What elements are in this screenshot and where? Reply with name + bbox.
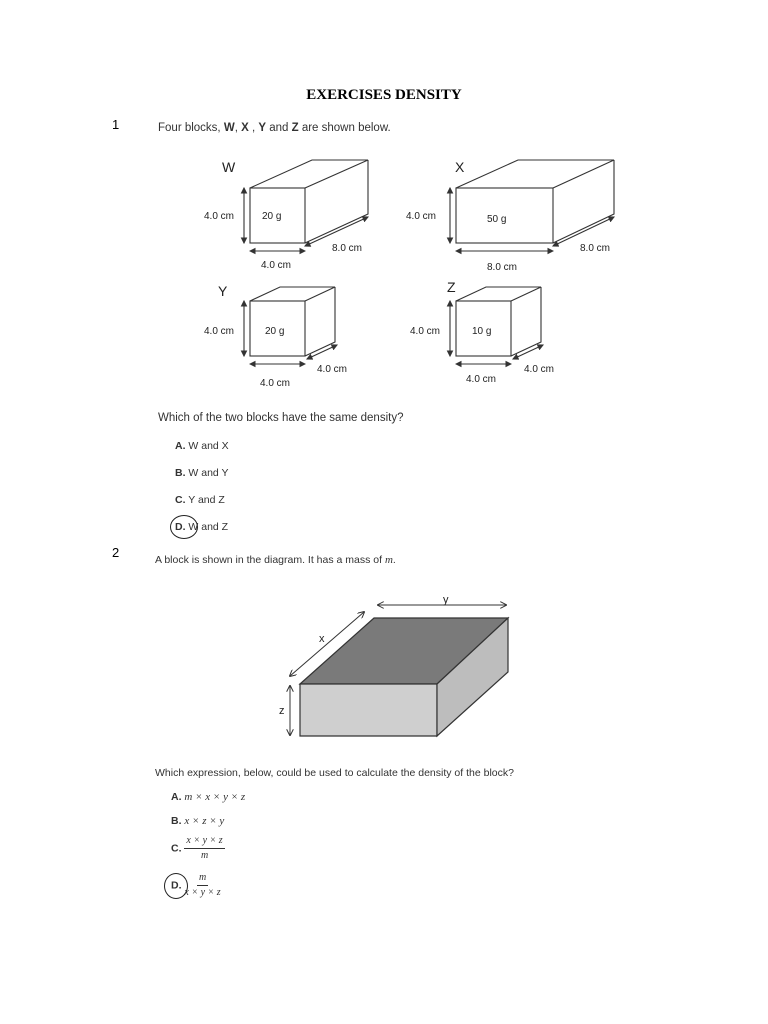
block-y-label: Y (218, 283, 228, 299)
fraction (184, 836, 224, 861)
option-expression: m × x × y × z (184, 791, 246, 803)
numerator: x × y × z (184, 836, 224, 849)
block-w-height: 4.0 cm (204, 211, 235, 222)
block-y-mass: 20 g (265, 326, 285, 337)
intro-text: A block is shown in the diagram. It has a mass of (155, 554, 385, 566)
intro-and: and (266, 122, 292, 134)
intro-sep: , (234, 122, 242, 134)
block-w-mass: 20 g (262, 211, 282, 222)
intro-y: Y (258, 122, 267, 134)
answer-circle-mark (170, 515, 198, 539)
block-y (244, 287, 337, 364)
block-y-height: 4.0 cm (204, 326, 235, 337)
q1-option-b[interactable] (175, 467, 229, 479)
option-letter: A. (171, 791, 182, 803)
block-diagram-q2 (0, 580, 768, 750)
block-z-mass: 10 g (472, 326, 492, 337)
fraction (184, 873, 220, 898)
block-x-depth: 8.0 cm (580, 243, 611, 254)
option-text: Y and Z (188, 494, 225, 506)
numerator: m (197, 873, 208, 886)
question-1-prompt: Which of the two blocks have the same density? (158, 412, 404, 424)
option-letter: D. (175, 521, 186, 533)
block-x-label: X (455, 159, 465, 175)
block-y-depth: 4.0 cm (317, 364, 348, 375)
question-1-number: 1 (112, 117, 120, 132)
intro-x: X (241, 122, 249, 134)
block-z (450, 287, 543, 364)
option-letter: B. (175, 467, 186, 479)
option-letter: A. (175, 440, 186, 452)
block-x (450, 160, 614, 251)
question-2-prompt: Which expression, below, could be used to calculate the density of the block? (155, 767, 514, 779)
q2-option-a[interactable] (171, 791, 245, 803)
block-z-height: 4.0 cm (410, 326, 441, 337)
page-title: EXERCISES DENSITY (306, 87, 462, 103)
block-w-depth: 8.0 cm (332, 243, 363, 254)
block-z-label: Z (447, 279, 456, 295)
intro-text: Four blocks, (158, 122, 224, 134)
intro-text: are shown below. (298, 122, 391, 134)
block-w-width: 4.0 cm (261, 260, 292, 271)
q2-option-b[interactable] (171, 815, 224, 827)
block-x-mass: 50 g (487, 214, 507, 225)
block-z-depth: 4.0 cm (524, 364, 555, 375)
dimension-x-label: x (319, 633, 325, 645)
block-y-width: 4.0 cm (260, 378, 291, 389)
block-x-height: 4.0 cm (406, 211, 437, 222)
block-w (244, 160, 368, 251)
option-letter: C. (175, 494, 186, 506)
intro-var: m (384, 554, 393, 566)
option-text: W and Z (188, 521, 229, 533)
intro-text: . (392, 554, 396, 566)
intro-w: W (223, 122, 235, 134)
question-2-number: 2 (112, 545, 120, 560)
intro-z: Z (291, 122, 299, 134)
block-x-width: 8.0 cm (487, 262, 518, 273)
block-w-label: W (222, 159, 236, 175)
option-text: W and Y (188, 467, 229, 479)
option-letter: D. (171, 879, 182, 892)
q2-option-c[interactable] (171, 836, 225, 861)
blocks-diagram (0, 0, 768, 400)
option-letter: C. (171, 842, 182, 855)
denominator: x × y × z (184, 887, 221, 898)
option-text: W and X (188, 440, 229, 452)
option-letter: B. (171, 815, 182, 827)
option-expression: x × z × y (184, 815, 225, 827)
question-2-intro (155, 554, 396, 566)
intro-sep: , (248, 122, 259, 134)
dimension-y-label: y (443, 594, 449, 606)
block-front-face (300, 684, 437, 736)
q1-option-c[interactable] (175, 494, 225, 506)
dimension-z-label: z (279, 705, 285, 717)
q1-option-a[interactable] (175, 440, 229, 452)
denominator: m (200, 850, 209, 861)
answer-circle-mark (164, 873, 188, 899)
block-z-width: 4.0 cm (466, 374, 497, 385)
